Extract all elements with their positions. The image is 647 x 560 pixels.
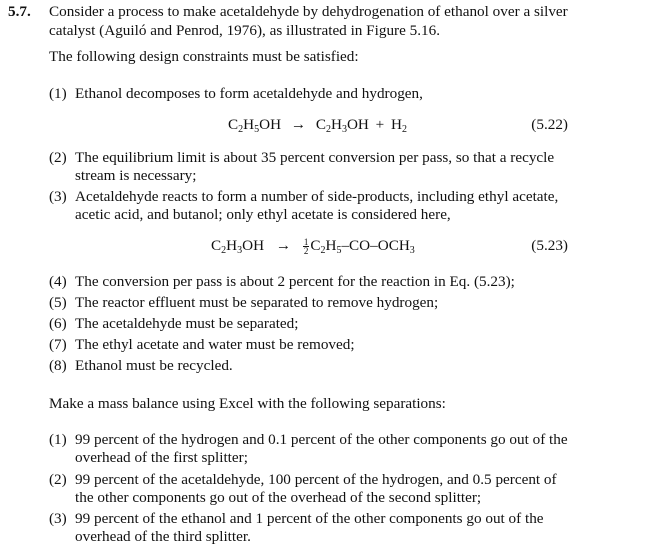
problem-intro-line-2: catalyst (Aguiló and Penrod, 1976), as illustrated in Figure 5.16. (49, 22, 441, 39)
equation-5-23: $C_2H_3OH$ → $\frac{1}{2}$ $C_2H_5-CO-OCH_3$ (211, 237, 415, 257)
mass-balance-heading: Make a mass balance using Excel with the following separations: (49, 395, 446, 412)
constraint-item-7 (49, 336, 355, 354)
reaction-arrow: → (290, 116, 307, 133)
separation-text: 99 percent of the acetaldehyde, 100 percent of the hydrogen, and 0.5 percent of (75, 471, 557, 488)
problem-number: 5.7. (8, 3, 31, 20)
constraint-text: The conversion per pass is about 2 percent for the reaction in Eq. (5.23); (75, 273, 515, 290)
reaction-arrow: → (275, 237, 292, 254)
constraint-text: Acetaldehyde reacts to form a number of side-products, including ethyl acetate, (75, 188, 559, 205)
constraint-label: (6) (49, 315, 67, 332)
separation-text: 99 percent of the ethanol and 1 percent of the other components go out of the (75, 510, 544, 527)
constraint-label: (7) (49, 336, 67, 353)
constraint-text: The acetaldehyde must be separated; (75, 315, 299, 332)
constraint-item-8 (49, 357, 233, 375)
constraint-label: (2) (49, 149, 67, 166)
separation-label: (1) (49, 431, 67, 448)
constraint-item-1 (49, 85, 423, 103)
constraint-item-2 (49, 149, 554, 167)
constraint-label: (5) (49, 294, 67, 311)
constraint-item-4 (49, 273, 515, 291)
constraint-item-3 (49, 188, 558, 206)
separation-label: (2) (49, 471, 67, 488)
constraint-text: Ethanol must be recycled. (75, 357, 233, 374)
constraint-text: Ethanol decomposes to form acetaldehyde and hydrogen, (75, 85, 423, 102)
constraint-text: The equilibrium limit is about 35 percent conversion per pass, so that a recycle (75, 149, 555, 166)
equation-number-5-22: (5.22) (531, 116, 568, 133)
separation-text-continued: overhead of the first splitter; (75, 449, 248, 466)
equation-number-5-23: (5.23) (531, 237, 568, 254)
constraint-label: (8) (49, 357, 67, 374)
constraint-label: (3) (49, 188, 67, 205)
separation-label: (3) (49, 510, 67, 527)
constraint-label: (4) (49, 273, 67, 290)
half-coefficient: $\frac{1}{2}$ (303, 237, 309, 257)
separation-item-3 (49, 510, 544, 528)
separation-item-2 (49, 471, 557, 489)
separation-item-1 (49, 431, 568, 449)
constraint-text: The ethyl acetate and water must be removed; (75, 336, 355, 353)
separation-text-continued: overhead of the third splitter. (75, 528, 251, 545)
constraint-item-5 (49, 294, 438, 312)
constraint-text-continued: acetic acid, and butanol; only ethyl acetate is considered here, (75, 206, 451, 223)
problem-intro-line-1: Consider a process to make acetaldehyde by dehydrogenation of ethanol over a silver (49, 3, 568, 20)
equation-5-22: $C_2H_5OH \to C_2H_3OH + H_2$ (228, 116, 408, 135)
constraint-label: (1) (49, 85, 67, 102)
constraint-text: The reactor effluent must be separated to remove hydrogen; (75, 294, 439, 311)
constraint-item-6 (49, 315, 299, 333)
separation-text: 99 percent of the hydrogen and 0.1 percent of the other components go out of the (75, 431, 568, 448)
constraint-text-continued: stream is necessary; (75, 167, 197, 184)
separation-text-continued: the other components go out of the overhead of the second splitter; (75, 489, 482, 506)
constraints-heading: The following design constraints must be satisfied: (49, 48, 359, 65)
